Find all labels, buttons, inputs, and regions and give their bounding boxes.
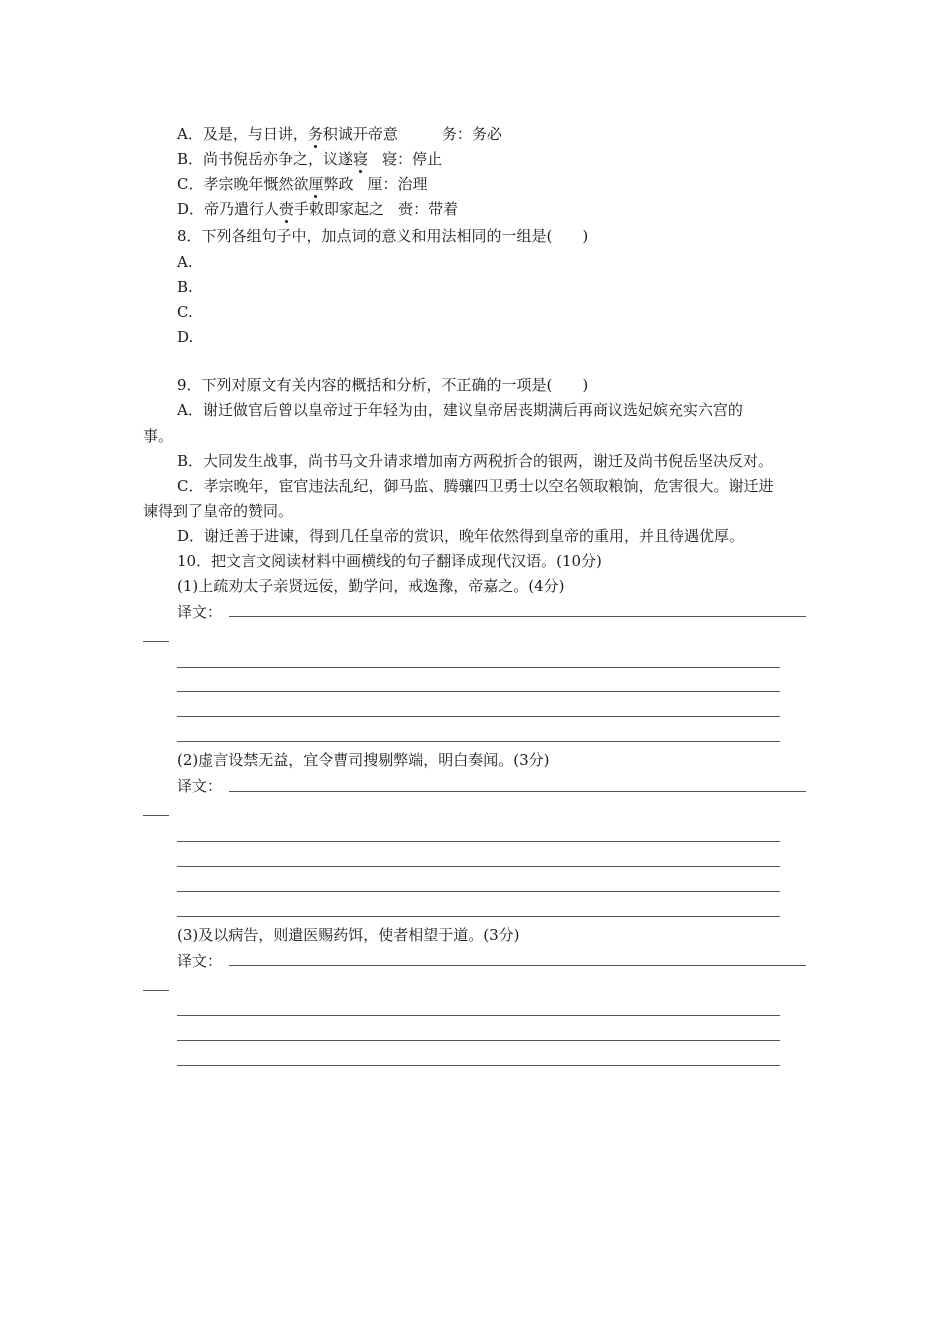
q9-option-c-cont: 谏得到了皇帝的赞同。	[143, 502, 294, 520]
q7-option-c: C．孝宗晚年慨然欲厘弊政 厘：治理	[177, 175, 428, 193]
answer-line[interactable]	[177, 866, 780, 867]
gloss: 厘：治理	[367, 175, 428, 193]
q10-sentence-1: (1)上疏劝太子亲贤远佞，勤学问，戒逸豫，帝嘉之。(4分)	[177, 577, 565, 595]
answer-line[interactable]	[177, 916, 780, 917]
translation-label: 译文：	[177, 603, 223, 621]
q9-option-a-cont: 事。	[143, 427, 174, 445]
translation-label: 译文：	[177, 952, 223, 970]
q8-option-b: B.	[177, 278, 193, 296]
gloss: 务：务必	[441, 125, 502, 143]
answer-line[interactable]	[229, 616, 806, 617]
emphasis-dot-char: 赍	[279, 200, 295, 218]
gloss: 寝：停止	[382, 150, 443, 168]
q10-stem: 10．把文言文阅读材料中画横线的句子翻译成现代汉语。(10分)	[177, 552, 602, 570]
answer-line[interactable]	[177, 716, 780, 717]
answer-line-end	[143, 815, 169, 816]
q10-sentence-3: (3)及以病告，则遣医赐药饵，使者相望于道。(3分)	[177, 926, 520, 944]
answer-line[interactable]	[177, 1015, 780, 1016]
answer-line[interactable]	[229, 791, 806, 792]
q10-sentence-2: (2)虚言设禁无益，宜令曹司搜剔弊端，明白奏闻。(3分)	[177, 751, 550, 769]
answer-line[interactable]	[177, 891, 780, 892]
q8-stem: 8．下列各组句子中，加点词的意义和用法相同的一组是( )	[177, 227, 589, 245]
answer-line[interactable]	[177, 841, 780, 842]
q7-option-a: A．及是，与日讲，务积诚开帝意 务：务必	[177, 125, 502, 143]
gloss: 赍：带着	[398, 200, 459, 218]
q8-option-a: A.	[177, 253, 193, 271]
q8-option-d: D.	[177, 328, 194, 346]
answer-line[interactable]	[177, 1065, 780, 1066]
q9-stem: 9．下列对原文有关内容的概括和分析，不正确的一项是( )	[177, 376, 589, 394]
answer-line[interactable]	[177, 667, 780, 668]
answer-line[interactable]	[177, 691, 780, 692]
answer-line[interactable]	[229, 965, 806, 966]
emphasis-dot-char: 务	[307, 125, 323, 143]
answer-line[interactable]	[177, 741, 780, 742]
q7-option-b: B．尚书倪岳亦争之，议遂寝 寝：停止	[177, 150, 443, 168]
answer-line-end	[143, 990, 169, 991]
q9-option-c: C．孝宗晚年，宦官违法乱纪，御马监、腾骧四卫勇士以空名领取粮饷，危害很大。谢迁进	[177, 477, 774, 495]
q9-option-b: B．大同发生战事，尚书马文升请求增加南方两税折合的银两，谢迁及尚书倪岳坚决反对。	[177, 452, 774, 470]
q9-option-a: A．谢迁做官后曾以皇帝过于年轻为由，建议皇帝居丧期满后再商议选妃嫔充实六宫的	[177, 401, 743, 419]
q8-option-c: C.	[177, 303, 193, 321]
q7-option-d: D．帝乃遣行人赍手敕即家起之 赍：带着	[177, 200, 459, 218]
answer-line[interactable]	[177, 1040, 780, 1041]
q9-option-d: D．谢迁善于进谏，得到几任皇帝的赏识，晚年依然得到皇帝的重用，并且待遇优厚。	[177, 527, 745, 545]
emphasis-dot-char: 寝	[353, 150, 369, 168]
emphasis-dot-char: 厘	[308, 175, 324, 193]
translation-label: 译文：	[177, 777, 223, 795]
answer-line-end	[143, 641, 169, 642]
